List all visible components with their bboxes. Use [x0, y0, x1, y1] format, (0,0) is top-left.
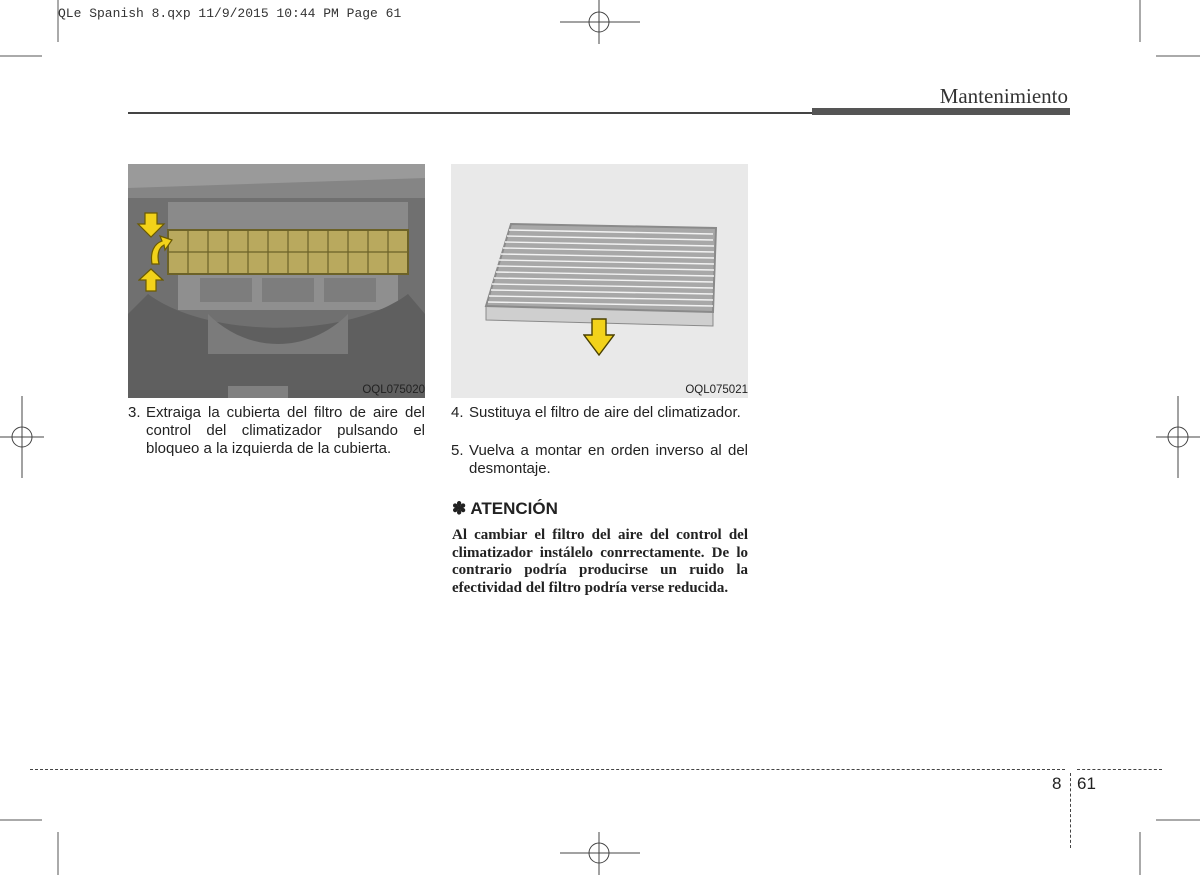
registration-mark-bottom — [560, 832, 640, 875]
air-filter-element-illustration — [451, 164, 748, 398]
registration-mark-right — [1156, 396, 1200, 478]
step-number: 4. — [451, 404, 464, 421]
header-rule-accent — [812, 108, 1070, 115]
arrow-up-icon — [138, 268, 164, 292]
step-number: 5. — [451, 442, 464, 459]
step-number: 3. — [128, 404, 141, 421]
caution-text: Al cambiar el filtro del aire del control del climatizador instálelo conrrectamente. De lo contrario podría producirse un ruido la efectividad del filtro podría verse reducida. — [452, 527, 748, 596]
registration-mark-top — [560, 0, 640, 44]
step-4 — [451, 404, 748, 422]
footer-rule — [30, 769, 1065, 770]
step-text: Sustituya el filtro de aire del climatizador. — [469, 404, 741, 421]
figure-id-right: OQL075021 — [685, 384, 748, 396]
curved-arrow-icon — [148, 234, 174, 266]
registration-mark-left — [0, 396, 44, 478]
asterisk-icon: ✽ — [452, 499, 467, 518]
step-3 — [128, 404, 425, 458]
footer-rule-right — [1077, 769, 1162, 770]
print-slug: QLe Spanish 8.qxp 11/9/2015 10:44 PM Page 61 — [58, 6, 402, 21]
chapter-number: 8 — [1052, 774, 1062, 793]
step-5 — [451, 442, 748, 478]
footer-divider — [1070, 773, 1071, 848]
page-number: 61 — [1077, 774, 1096, 793]
step-text: Extraiga la cubierta del filtro de aire del control del climatizador pulsando el bloqueo a la izquierda de la cubierta. — [146, 404, 425, 457]
cabin-filter-cover-photo — [128, 164, 425, 398]
caution-title-text: ATENCIÓN — [470, 499, 558, 518]
step-text: Vuelva a montar en orden inverso al del desmontaje. — [469, 442, 748, 477]
figure-id-left: OQL075020 — [362, 384, 425, 396]
caution-title — [452, 499, 558, 519]
header-rule — [128, 112, 818, 114]
section-title: Mantenimiento — [939, 84, 1068, 108]
arrow-down-icon — [583, 318, 615, 356]
